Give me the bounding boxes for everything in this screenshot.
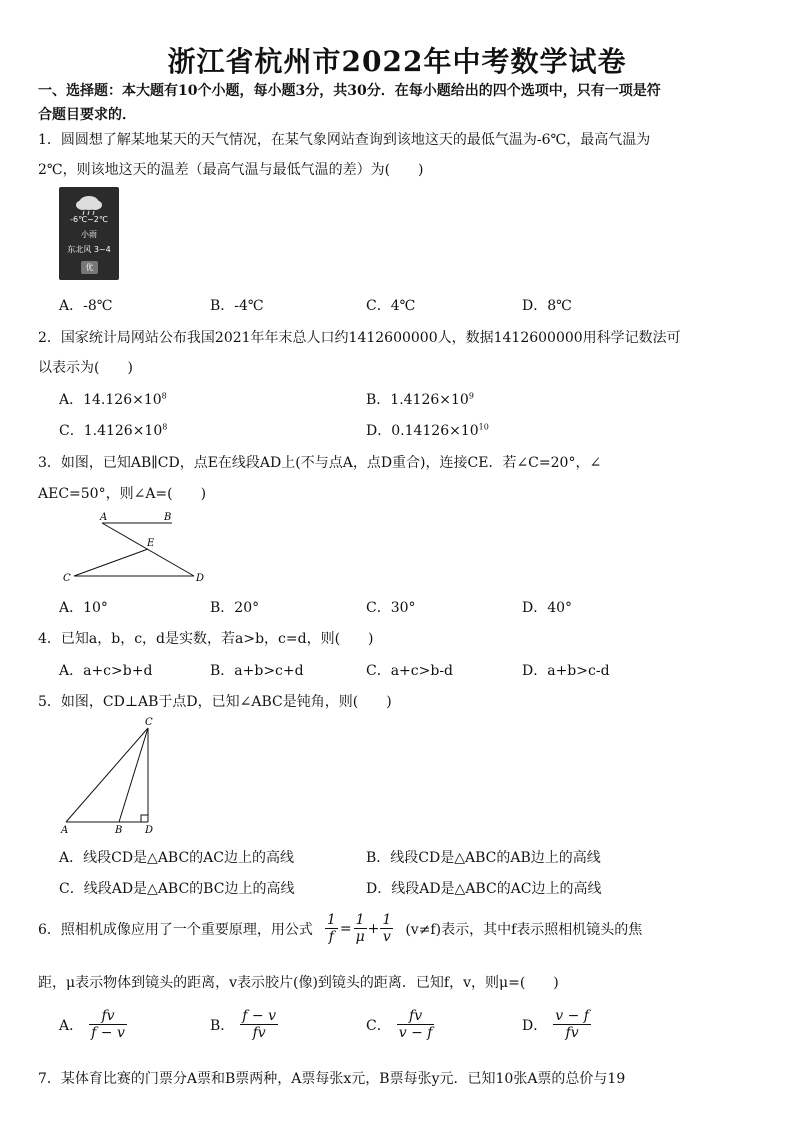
- q3-label-d: D: [196, 573, 205, 584]
- weather-temp: -6℃~2℃: [70, 215, 108, 224]
- weather-wind: 东北风 3~4: [67, 245, 111, 254]
- q1-option-c[interactable]: C．4℃: [366, 298, 416, 314]
- q2-option-a-exp: 8: [161, 391, 167, 401]
- q6-option-c-den: v − f: [398, 1025, 433, 1041]
- q6-suffix: (v≠f)表示，其中f表示照相机镜头的焦: [405, 921, 643, 938]
- q2-option-b-exp: 9: [468, 391, 474, 401]
- q2-option-b-label: B．1.4126×10: [366, 392, 469, 408]
- q6-option-b-den: fv: [252, 1025, 266, 1041]
- q5-label-b: B: [115, 825, 123, 836]
- q2-text-line2: 以表示为( ): [38, 360, 133, 376]
- q4-option-d[interactable]: D．a+b>c-d: [522, 663, 610, 679]
- q6-frac-1f-den: f: [328, 929, 334, 945]
- q2-option-d[interactable]: [366, 420, 489, 440]
- weather-condition: 小雨: [81, 230, 97, 239]
- q3-option-a[interactable]: A．10°: [59, 600, 108, 616]
- q6-frac-1v-den: v: [382, 929, 391, 945]
- q2-text-line1: 2．国家统计局网站公布我国2021年年末总人口约1412600000人，数据1412600000用科学记数法可: [38, 330, 681, 346]
- q5-label-a: A: [61, 825, 69, 836]
- q6-frac-1v-num: 1: [382, 912, 392, 928]
- q5-option-d[interactable]: D．线段AD是△ABC的AC边上的高线: [366, 881, 602, 897]
- q6-formula: [325, 912, 393, 945]
- q6-option-a[interactable]: [59, 1008, 127, 1041]
- q3-label-e: E: [147, 538, 155, 549]
- q6-option-d-label: D．: [522, 1017, 548, 1034]
- q5-right-angle-mark: [141, 815, 148, 822]
- q2-option-d-exp: 10: [478, 422, 489, 432]
- q6-option-b[interactable]: [210, 1008, 278, 1041]
- q6-option-a-label: A．: [59, 1017, 84, 1034]
- weather-aqi-badge: 优: [81, 261, 98, 274]
- q2-option-b[interactable]: [366, 389, 474, 409]
- q6-frac-1v: [380, 912, 393, 945]
- q3-text-line2: AEC=50°，则∠A=( ): [38, 486, 207, 502]
- q6-option-d-frac: [553, 1008, 591, 1041]
- q6-equals: =: [339, 920, 352, 937]
- q6-option-b-frac: [240, 1008, 278, 1041]
- q2-option-c-label: C．1.4126×10: [59, 423, 163, 439]
- q2-option-c-exp: 8: [162, 422, 168, 432]
- q6-option-c-label: C．: [366, 1017, 391, 1034]
- q3-label-c: C: [63, 573, 71, 584]
- weather-widget: [59, 187, 119, 280]
- q4-option-c[interactable]: C．a+c>b-d: [366, 663, 454, 679]
- q3-option-d[interactable]: D．40°: [522, 600, 573, 616]
- q2-option-a[interactable]: [59, 389, 167, 409]
- q3-option-c[interactable]: C．30°: [366, 600, 416, 616]
- q1-option-b[interactable]: B．-4℃: [210, 298, 264, 314]
- q6-option-a-den: f − v: [91, 1025, 125, 1041]
- q6-option-c-frac: [397, 1008, 435, 1041]
- q6-option-d[interactable]: [522, 1008, 591, 1041]
- q6-frac-1mu: [354, 912, 367, 945]
- q6-frac-1mu-num: 1: [354, 912, 367, 929]
- section-instructions-line2: 合题目要求的．: [38, 107, 136, 123]
- q3-segment-ce: [74, 549, 148, 576]
- q3-figure: [60, 508, 220, 588]
- q6-frac-1mu-den: μ: [355, 929, 365, 945]
- q6-option-b-label: B．: [210, 1017, 235, 1034]
- q7-text-line1: 7．某体育比赛的门票分A票和B票两种，A票每张x元，B票每张y元．已知10张A票的总价与19: [38, 1071, 626, 1087]
- section-instructions-line1: 一、选择题：本大题有10个小题，每小题3分，共30分．在每小题给出的四个选项中，只有一项是符: [38, 83, 661, 99]
- q6-option-d-num: v − f: [555, 1008, 589, 1024]
- q6-option-b-num: f − v: [242, 1008, 277, 1024]
- q3-label-a: A: [100, 512, 108, 523]
- q6-text-line1: [38, 912, 642, 945]
- q3-label-b: B: [164, 512, 172, 523]
- q3-text-line1: 3．如图，已知AB∥CD，点E在线段AD上(不与点A，点D重合)，连接CE．若∠C=20°，∠: [38, 455, 602, 471]
- q5-text: 5．如图，CD⊥AB于点D，已知∠ABC是钝角，则( ): [38, 694, 392, 710]
- q3-option-b[interactable]: B．20°: [210, 600, 260, 616]
- q6-option-a-num: fv: [89, 1008, 127, 1025]
- q4-option-a[interactable]: A．a+c>b+d: [59, 663, 153, 679]
- q2-option-a-label: A．14.126×10: [59, 392, 162, 408]
- q1-option-a[interactable]: A．-8℃: [59, 298, 113, 314]
- q4-text: 4．已知a，b，c，d是实数，若a>b，c=d，则( ): [38, 631, 374, 647]
- q6-text-line2: 距，μ表示物体到镜头的距离，v表示胶片(像)到镜头的距离．已知f，v，则μ=( ): [38, 975, 559, 991]
- page-title: 浙江省杭州市2022年中考数学试卷: [167, 45, 627, 78]
- q6-option-d-den: fv: [565, 1025, 579, 1041]
- q5-label-c: C: [145, 717, 153, 728]
- q6-frac-1f-num: 1: [326, 912, 336, 928]
- q2-option-c[interactable]: [59, 420, 167, 440]
- q5-option-b[interactable]: B．线段CD是△ABC的AB边上的高线: [366, 850, 601, 866]
- q6-prefix: 6．照相机成像应用了一个重要原理，用公式: [38, 921, 313, 938]
- q5-segment-ac: [66, 728, 148, 822]
- q5-figure: [58, 714, 168, 836]
- q6-plus: +: [367, 920, 380, 937]
- q1-text-line1: 1．圆圆想了解某地某天的天气情况，在某气象网站查询到该地这天的最低气温为-6℃，最高气温为: [38, 132, 651, 148]
- q5-segment-bc: [119, 728, 148, 822]
- q4-option-b[interactable]: B．a+b>c+d: [210, 663, 304, 679]
- q1-text-line2: 2℃，则该地这天的温差（最高气温与最低气温的差）为( ): [38, 162, 424, 178]
- q6-option-a-frac: [89, 1008, 127, 1041]
- q6-frac-1f: [325, 912, 338, 945]
- q5-option-a[interactable]: A．线段CD是△ABC的AC边上的高线: [59, 850, 295, 866]
- cloud-rain-icon: [59, 189, 119, 217]
- q2-option-d-label: D．0.14126×10: [366, 423, 479, 439]
- q6-option-c-num: fv: [397, 1008, 435, 1025]
- q5-label-d: D: [145, 825, 154, 836]
- q1-option-d[interactable]: D．8℃: [522, 298, 572, 314]
- q6-option-c[interactable]: [366, 1008, 434, 1041]
- q5-option-c[interactable]: C．线段AD是△ABC的BC边上的高线: [59, 881, 295, 897]
